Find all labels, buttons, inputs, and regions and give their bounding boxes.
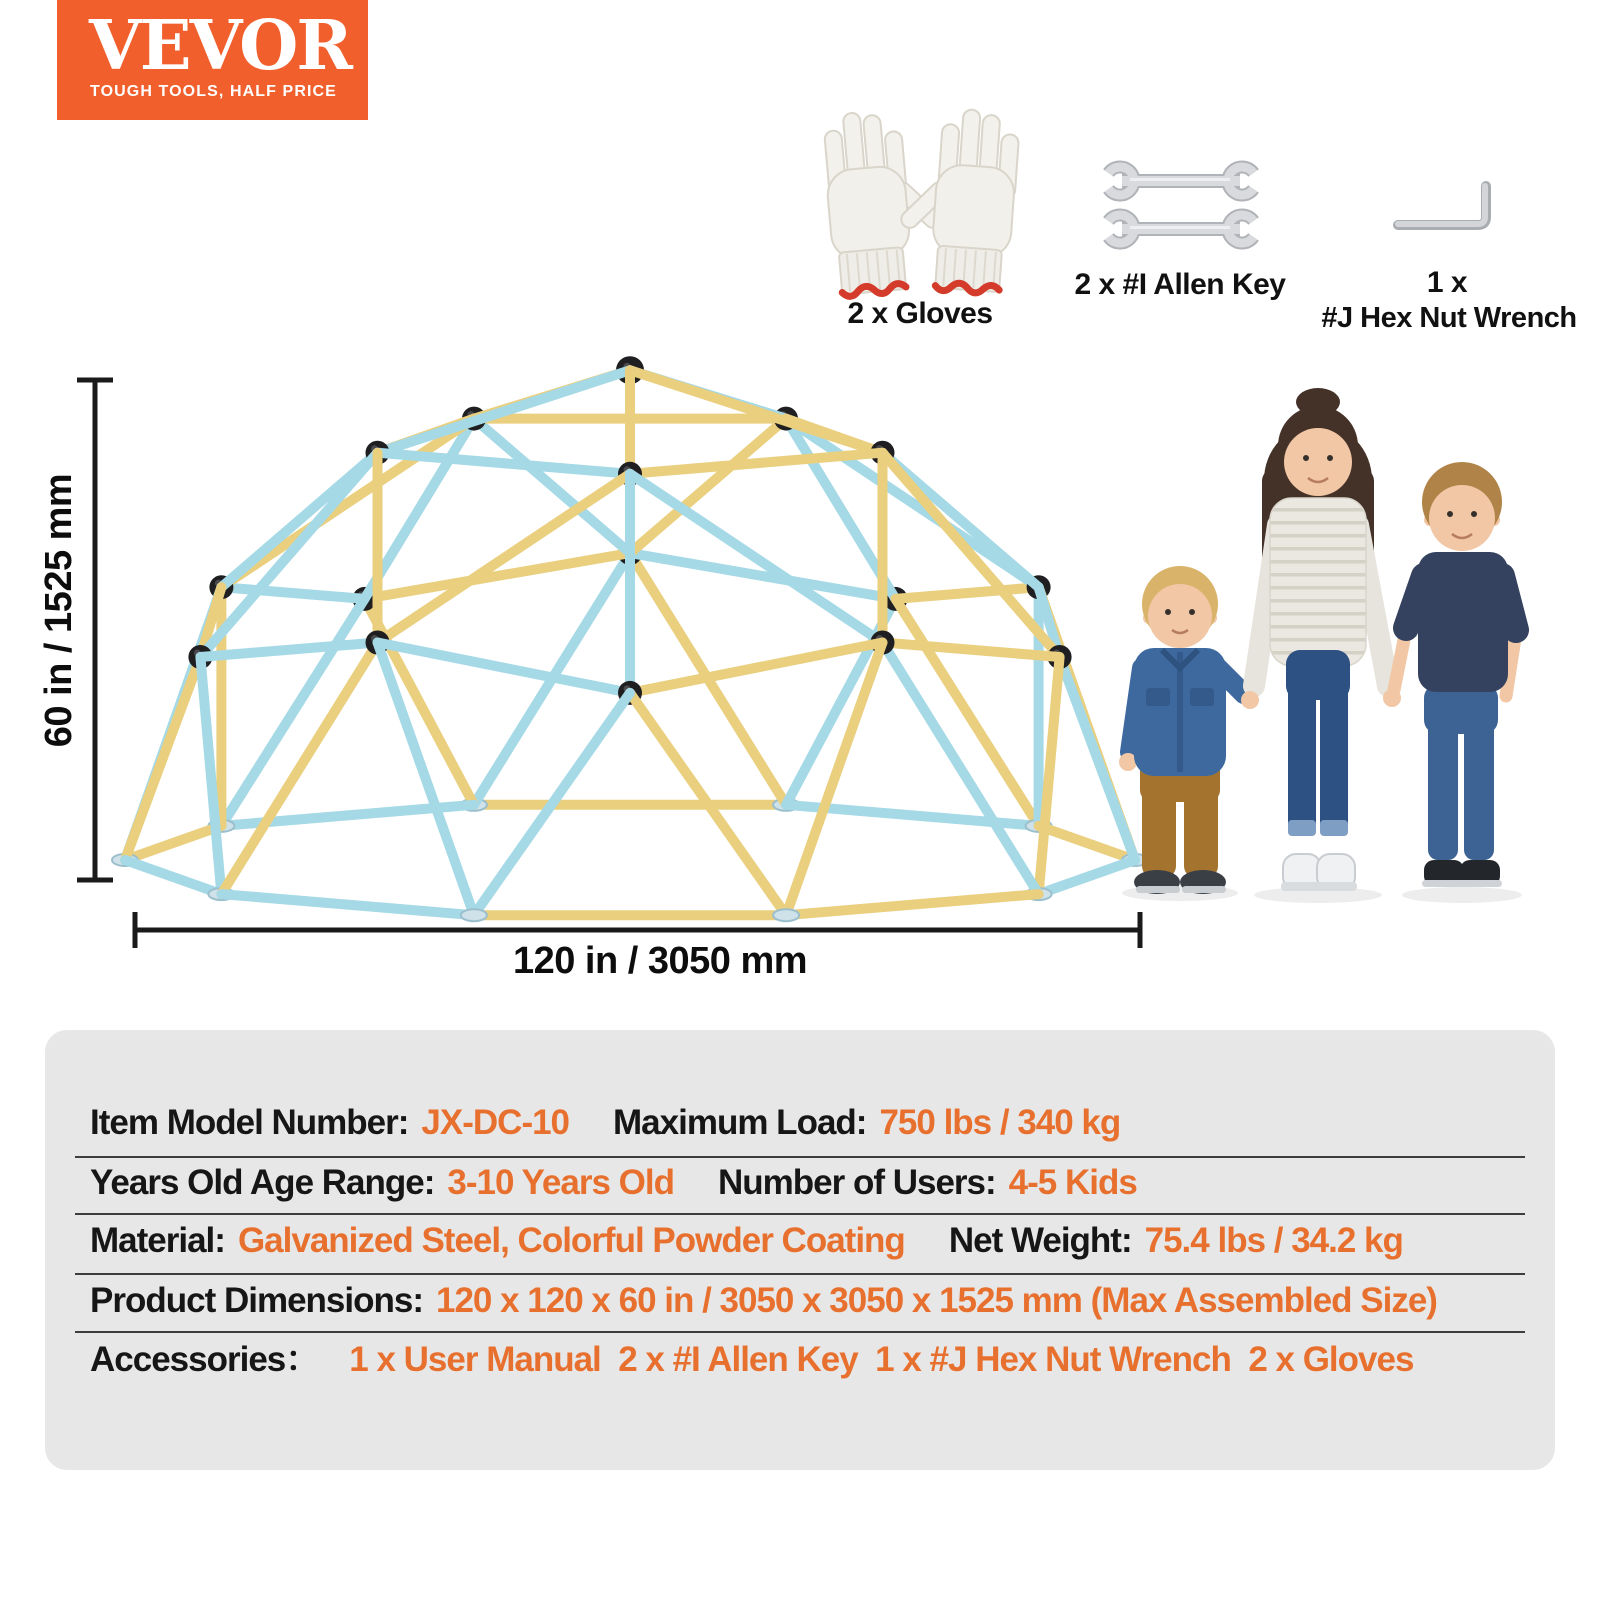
spec-value-dimensions: 120 x 120 x 60 in / 3050 x 3050 x 1525 mm (Max Assembled Size) (435, 1281, 1437, 1320)
spec-divider (75, 1331, 1525, 1333)
spec-divider (75, 1156, 1525, 1158)
width-dimension-label: 120 in / 3050 mm (512, 940, 808, 982)
spec-panel (45, 1030, 1555, 1470)
allen-key-image (1109, 167, 1254, 243)
spec-label-weight: Net Weight: (948, 1221, 1132, 1260)
hex-wrench-label-name: #J Hex Nut Wrench (1321, 302, 1577, 334)
spec-row-model-load (90, 1101, 1547, 1145)
height-dimension-label-wrap (8, 360, 112, 860)
spec-row-accessories (90, 1338, 1547, 1382)
spec-label-dimensions: Product Dimensions: (90, 1281, 423, 1320)
spec-label-age: Years Old Age Range: (90, 1163, 435, 1202)
spec-label-material: Material: (90, 1221, 225, 1260)
height-dimension-label: 60 in / 1525 mm (38, 473, 81, 747)
kid-girl (1241, 388, 1401, 891)
kid-toddler (1119, 566, 1244, 894)
vevor-logo (57, 0, 368, 120)
spec-value-model: JX-DC-10 (421, 1103, 570, 1142)
gloves-label: 2 x Gloves (847, 297, 993, 330)
spec-divider (75, 1213, 1525, 1215)
hex-wrench-image (1398, 186, 1486, 225)
spec-value-accessories: 1 x User Manual 2 x #I Allen Key 1 x #J Hex Nut Wrench 2 x Gloves (349, 1340, 1414, 1379)
allen-key-label: 2 x #I Allen Key (1074, 268, 1286, 301)
climbing-dome-illustration (112, 356, 1148, 921)
spec-value-age: 3-10 Years Old (447, 1163, 674, 1202)
kid-boy (1394, 462, 1516, 887)
spec-row-age-users (90, 1161, 1547, 1205)
spec-divider (75, 1273, 1525, 1275)
spec-value-users: 4-5 Kids (1008, 1163, 1137, 1202)
vevor-logo-tagline: TOUGH TOOLS, HALF PRICE (90, 83, 337, 100)
spec-label-accessories: Accessories： (90, 1340, 320, 1379)
spec-value-max-load: 750 lbs / 340 kg (879, 1103, 1121, 1142)
kids-photo (1119, 388, 1522, 903)
spec-label-model: Item Model Number: (90, 1103, 409, 1142)
hex-wrench-label-qty: 1 x (1426, 266, 1468, 299)
spec-value-weight: 75.4 lbs / 34.2 kg (1144, 1221, 1403, 1260)
spec-label-users: Number of Users: (718, 1163, 996, 1202)
spec-row-dimensions (90, 1279, 1547, 1323)
spec-label-max-load: Maximum Load: (613, 1103, 867, 1142)
spec-row-material-weight (90, 1219, 1547, 1263)
width-dimension-label-wrap (410, 940, 910, 983)
gloves-image (821, 105, 1021, 297)
spec-value-material: Galvanized Steel, Colorful Powder Coating (237, 1221, 905, 1260)
vevor-logo-text: VEVOR (89, 6, 351, 86)
